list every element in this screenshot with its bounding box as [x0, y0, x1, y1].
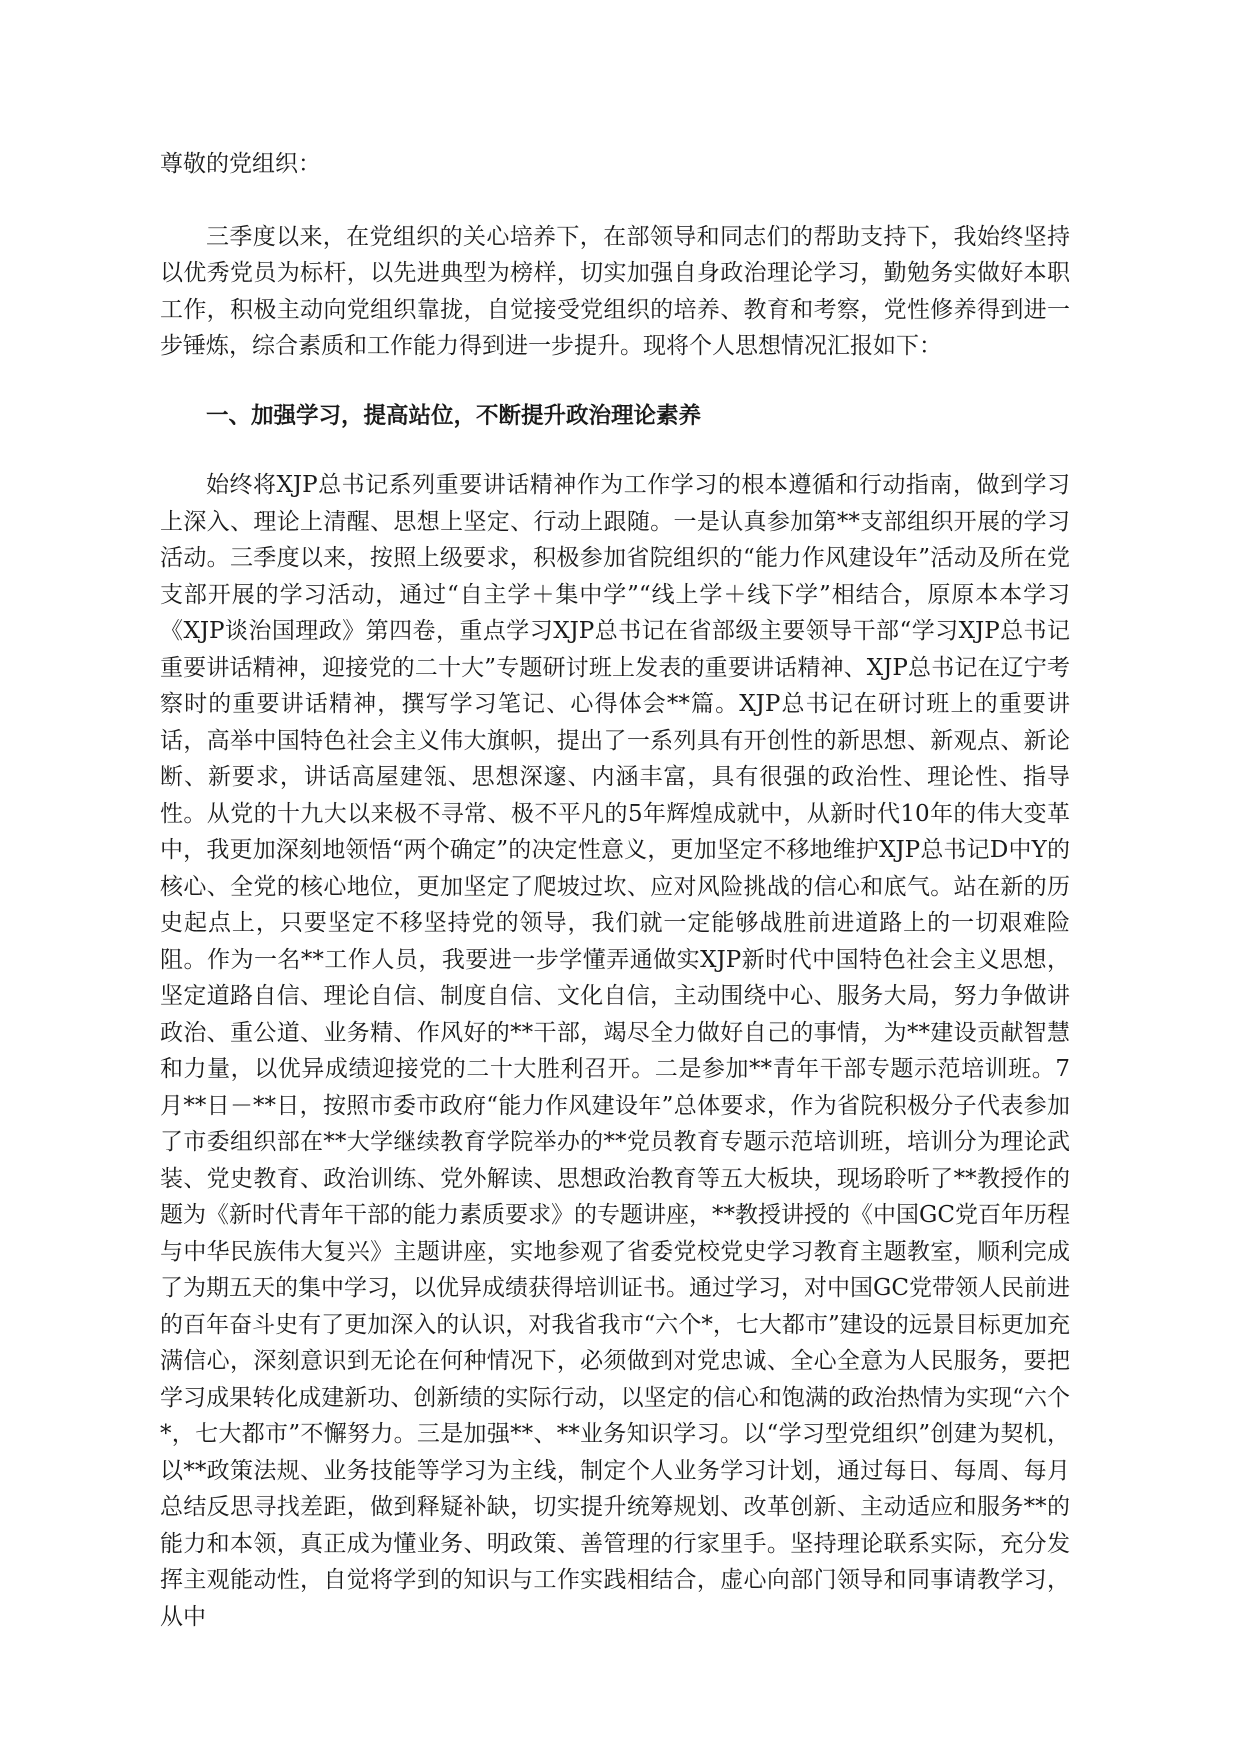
section-heading: 一、加强学习，提高站位，不断提升政治理论素养	[206, 402, 702, 429]
section-body-paragraph: 始终将XJP总书记系列重要讲话精神作为工作学习的根本遵循和行动指南，做到学习上深入、理论上清醒、思想上坚定、行动上跟随。一是认真参加第**支部组织开展的学习活动。三季度以来，按照上级要求，积极参加省院组织的“能力作风建设年”活动及所在党支部开展的学习活动，通过“自主学＋集中学”“线上学＋线下学”相结合，原原本本学习《XJP谈治国理政》第四卷，重点学习XJP总书记在省部级主要领导干部“学习XJP总书记重要讲话精神，迎接党的二十大”专题研讨班上发表的重要讲话精神、XJP总书记在辽宁考察时的重要讲话精神，撰写学习笔记、心得体会**篇。XJP总书记在研讨班上的重要讲话，高举中国特色社会主义伟大旗帜，提出了一系列具有开创性的新思想、新观点、新论断、新要求，讲话高屋建瓴、思想深邃、内涵丰富，具有很强的政治性、理论性、指导性。从党的十九大以来极不寻常、极不平凡的5年辉煌成就中，从新时代10年的伟大变革中，我更加深刻地领悟“两个确定”的决定性意义，更加坚定不移地维护XJP总书记D中Y的核心、全党的核心地位，更加坚定了爬坡过坎、应对风险挑战的信心和底气。站在新的历史起点上，只要坚定不移坚持党的领导，我们就一定能够战胜前进道路上的一切艰难险阻。作为一名**工作人员，我要进一步学懂弄通做实XJP新时代中国特色社会主义思想，坚定道路自信、理论自信、制度自信、文化自信，主动围绕中心、服务大局，努力争做讲政治、重公道、业务精、作风好的**干部，竭尽全力做好自己的事情，为**建设贡献智慧和力量，以优异成绩迎接党的二十大胜利召开。二是参加**青年干部专题示范培训班。7月**日－**日，按照市委市政府“能力作风建设年”总体要求，作为省院积极分子代表参加了市委组织部在**大学继续教育学院举办的**党员教育专题示范培训班，培训分为理论武装、党史教育、政治训练、党外解读、思想政治教育等五大板块，现场聆听了**教授作的题为《新时代青年干部的能力素质要求》的专题讲座，**教授讲授的《中国GC党百年历程与中华民族伟大复兴》主题讲座，实地参观了省委党校党史学习教育主题教室，顺利完成了为期五天的集中学习，以优异成绩获得培训证书。通过学习，对中国GC党带领人民前进的百年奋斗史有了更加深入的认识，对我省我市“六个*，七大都市”建设的远景目标更加充满信心，深刻意识到无论在何种情况下，必须做到对党忠诚、全心全意为人民服务，要把学习成果转化成建新功、创新绩的实际行动，以坚定的信心和饱满的政治热情为实现“六个*，七大都市”不懈努力。三是加强**、**业务知识学习。以“学习型党组织”创建为契机，以**政策法规、业务技能等学习为主线，制定个人业务学习计划，通过每日、每周、每月总结反思寻找差距，做到释疑补缺，切实提升统筹规划、改革创新、主动适应和服务**的能力和本领，真正成为懂业务、明政策、善管理的行家里手。坚持理论联系实际，充分发挥主观能动性，自觉将学到的知识与工作实践相结合，虚心向部门领导和同事请教学习，从中	[160, 472, 1070, 1630]
intro-paragraph: 三季度以来，在党组织的关心培养下，在部领导和同志们的帮助支持下，我始终坚持以优秀党员为标杆，以先进典型为榜样，切实加强自身政治理论学习，勤勉务实做好本职工作，积极主动向党组织靠拢，自觉接受党组织的培养、教育和考察，党性修养得到进一步锤炼，综合素质和工作能力得到进一步提升。现将个人思想情况汇报如下：	[160, 223, 1070, 359]
salutation: 尊敬的党组织：	[160, 151, 321, 177]
document-page	[160, 146, 1070, 1635]
